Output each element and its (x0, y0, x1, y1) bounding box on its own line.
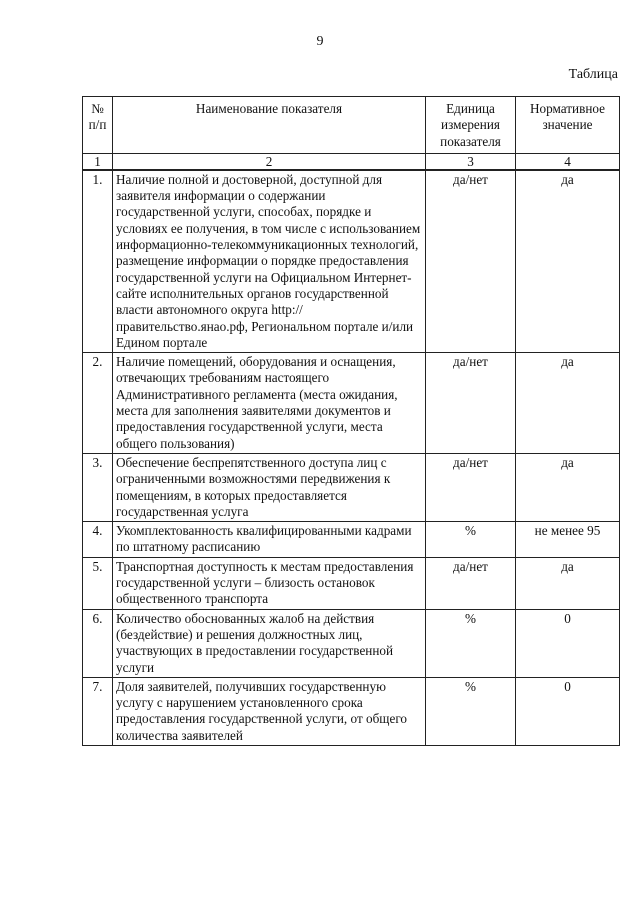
indicator-norm: да (516, 170, 620, 353)
indicator-unit: % (426, 609, 516, 677)
table-row (83, 522, 620, 558)
indicator-norm: да (516, 557, 620, 609)
indicator-name: Обеспечение беспрепятственного доступа лиц с ограниченными возможностями передвижения к помещениям, в которых предоставляется государственная услуга (113, 453, 426, 521)
column-index: 4 (516, 153, 620, 170)
table-row (83, 170, 620, 353)
column-index-row (83, 153, 620, 170)
row-number: 6. (83, 609, 113, 677)
row-number: 5. (83, 557, 113, 609)
indicator-norm: 0 (516, 609, 620, 677)
indicator-norm: 0 (516, 677, 620, 745)
indicator-name: Транспортная доступность к местам предоставления государственной услуги – близость остановок общественного транспорта (113, 557, 426, 609)
column-index: 2 (113, 153, 426, 170)
header-norm: Нормативное значение (516, 97, 620, 154)
indicator-norm: да (516, 453, 620, 521)
indicators-table (82, 96, 620, 746)
header-num: № п/п (83, 97, 113, 154)
indicator-name: Укомплектованность квалифицированными кадрами по штатному расписанию (113, 522, 426, 558)
indicator-name: Наличие помещений, оборудования и оснащения, отвечающих требованиям настоящего Административного регламента (места ожидания, места для заполнения заявителями документов и предоставления государственной услуги, места общего пользования) (113, 353, 426, 454)
indicator-norm: не менее 95 (516, 522, 620, 558)
indicator-name: Доля заявителей, получивших государственную услугу с нарушением установленного срока предоставления государственной услуги, от общего количества заявителей (113, 677, 426, 745)
row-number: 1. (83, 170, 113, 353)
indicator-unit: да/нет (426, 170, 516, 353)
indicator-unit: % (426, 522, 516, 558)
table-header-row (83, 97, 620, 154)
indicator-unit: да/нет (426, 453, 516, 521)
table-row (83, 353, 620, 454)
table-row (83, 609, 620, 677)
indicator-name: Наличие полной и достоверной, доступной для заявителя информации о содержании государственной услуги, способах, порядке и условиях ее получения, в том числе с использованием информационно-телекоммуникационных технологий, размещение информации о порядке предоставления государственной услуги на Официальном Интернет-сайте исполнительных органов государственной власти автономного округа http://правительство.янао.рф, Региональном портале и/или Едином портале (113, 170, 426, 353)
header-unit: Единица измерения показателя (426, 97, 516, 154)
table-row (83, 453, 620, 521)
indicator-unit: да/нет (426, 353, 516, 454)
indicator-norm: да (516, 353, 620, 454)
row-number: 4. (83, 522, 113, 558)
column-index: 1 (83, 153, 113, 170)
row-number: 2. (83, 353, 113, 454)
page-number: 9 (316, 34, 324, 49)
table-row (83, 557, 620, 609)
indicator-unit: да/нет (426, 557, 516, 609)
column-index: 3 (426, 153, 516, 170)
header-name: Наименование показателя (113, 97, 426, 154)
row-number: 3. (83, 453, 113, 521)
indicator-name: Количество обоснованных жалоб на действия (бездействие) и решения должностных лиц, участвующих в предоставлении государственной услуги (113, 609, 426, 677)
table-caption: Таблица (568, 67, 618, 82)
table-row (83, 677, 620, 745)
indicator-unit: % (426, 677, 516, 745)
row-number: 7. (83, 677, 113, 745)
